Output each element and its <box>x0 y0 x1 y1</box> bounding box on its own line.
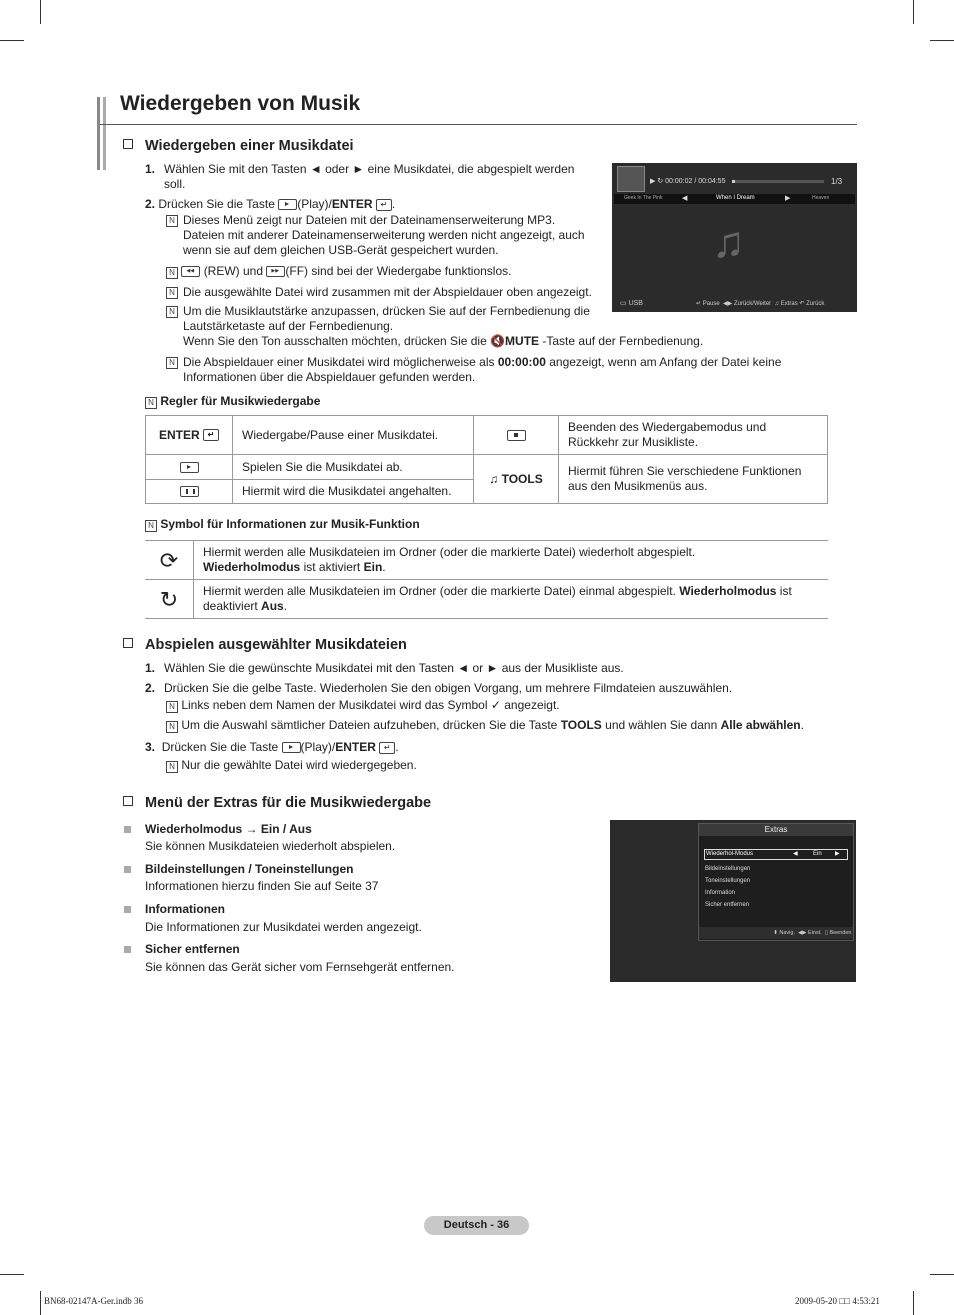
bullet-icon <box>124 906 131 913</box>
step-1: 1. Wählen Sie die gewünschte Musikdatei mit den Tasten ◄ or ► aus der Musikliste aus. <box>145 661 624 675</box>
crop-mark <box>930 40 954 41</box>
enter-description: Wiedergabe/Pause einer Musikdatei. <box>233 416 474 455</box>
enter-icon: ↵ <box>376 199 392 211</box>
stop-description: Beenden des Wiedergabemodus und Rückkehr zur Musikliste. <box>559 416 828 455</box>
note: N Dieses Menü zeigt nur Dateien mit der Dateinamenserweiterung MP3. Dateien mit anderer Dateinamenserweiterung werden nicht angezeigt, auch wenn sie auf dem gleichen USB-Gerät gespeichert wurden. <box>166 213 594 258</box>
music-note-icon: ♫ <box>712 218 745 267</box>
section-heading: Menü der Extras für die Musikwiedergabe <box>123 795 431 811</box>
enter-key-cell: ENTER ↵ <box>146 416 233 455</box>
checkmark-icon: ✓ <box>490 698 501 712</box>
note-icon: N <box>166 306 178 318</box>
step-3: 3. Drücken Sie die Taste (Play)/ENTER ↵ . <box>145 740 399 754</box>
bullet-icon <box>124 866 131 873</box>
bullet-icon <box>124 946 131 953</box>
repeat-off-icon: ↻ <box>145 580 194 619</box>
crop-mark <box>40 0 41 24</box>
note-icon: N <box>145 520 157 532</box>
stop-button-icon <box>507 430 526 441</box>
step-2: 2. Drücken Sie die gelbe Taste. Wiederholen Sie den obigen Vorgang, um mehrere Filmdateien auszuwählen. <box>145 681 733 695</box>
pause-description: Hiermit wird die Musikdatei angehalten. <box>233 480 474 504</box>
note: N Um die Auswahl sämtlicher Dateien aufzuheben, drücken Sie die Taste TOOLS und wählen Sie dann Alle abwählen. <box>166 718 836 733</box>
crop-mark <box>913 0 914 24</box>
note: N Links neben dem Namen der Musikdatei wird das Symbol ✓ angezeigt. <box>166 698 826 713</box>
crop-mark <box>930 1274 954 1275</box>
title-divider <box>100 124 857 125</box>
menu-item-repeat-mode[interactable]: Wiederhol-Modus ◀ Ein ▶ <box>704 849 848 860</box>
list-item: Wiederholmodus → Ein / Aus Sie können Musikdateien wiederholt abspielen. <box>124 822 584 854</box>
crop-mark <box>913 1291 914 1315</box>
note: N ◀◀ (REW) und ▶▶ (FF) sind bei der Wiedergabe funktionslos. <box>166 264 606 279</box>
crop-mark <box>40 1291 41 1315</box>
playback-indicator: ▶ ↻ 00:00:02 / 00:04:55 <box>650 178 726 185</box>
crop-mark <box>0 1274 24 1275</box>
source-label: ▭ USB <box>620 300 643 307</box>
crop-mark <box>0 40 24 41</box>
music-player-screenshot <box>612 163 857 312</box>
note-icon: N <box>166 267 178 279</box>
step-2: 2. Drücken Sie die Taste (Play)/ENTER ↵ . <box>145 197 396 211</box>
progress-bar <box>732 180 824 183</box>
extras-panel <box>698 823 854 941</box>
note-icon: N <box>166 761 178 773</box>
pause-key-cell <box>146 480 233 504</box>
list-item: Sicher entfernen Sie können das Gerät sicher vom Fernsehgerät entfernen. <box>124 942 584 975</box>
repeat-on-icon: ⟳ <box>145 541 194 580</box>
album-art-icon <box>617 166 645 192</box>
note-icon: N <box>166 215 178 227</box>
symbol-table <box>145 540 828 619</box>
repeat-on-description: Hiermit werden alle Musikdateien im Ordner (oder die markierte Datei) wiederholt abgespielt. Wiederholmodus ist aktiviert Ein. <box>194 541 829 580</box>
section-heading: Abspielen ausgewählter Musikdateien <box>123 637 407 653</box>
track-count: 1/3 <box>831 177 843 186</box>
controls-table <box>145 415 828 504</box>
section-heading: Wiedergeben einer Musikdatei <box>123 138 354 154</box>
note: N Die ausgewählte Datei wird zusammen mit der Abspieldauer oben angezeigt. <box>166 285 606 300</box>
screen-help-bar: ↵ Pause ◀▶ Zurück/Weiter ♫ Extras ↶ Zurück <box>696 301 825 307</box>
menu-item[interactable]: Sicher entfernen <box>705 902 750 908</box>
extras-menu-screenshot <box>610 820 856 982</box>
pause-button-icon <box>180 486 199 497</box>
subheading: N Symbol für Informationen zur Musik-Funktion <box>145 517 420 532</box>
imprint-file: BN68-02147A-Ger.indb 36 <box>44 1296 143 1306</box>
tools-description: Hiermit führen Sie verschiedene Funktionen aus den Musikmenüs aus. <box>559 455 828 504</box>
tools-icon: ♫ <box>489 471 499 486</box>
repeat-off-description: Hiermit werden alle Musikdateien im Ordner (oder die markierte Datei) einmal abgespielt. Wiederholmodus ist deaktiviert Aus. <box>194 580 829 619</box>
play-button-icon <box>282 742 301 753</box>
note-icon: N <box>166 357 178 369</box>
note-icon: N <box>166 721 178 733</box>
note-icon: N <box>166 287 178 299</box>
step-1: 1. Wählen Sie mit den Tasten ◄ oder ► eine Musikdatei, die abgespielt werden soll. <box>145 162 575 191</box>
note-icon: N <box>166 701 178 713</box>
menu-list <box>705 863 750 911</box>
extras-help-bar: ⬍ Navig. ◀▶ Einst. ▯ Beenden <box>699 927 853 939</box>
play-button-icon <box>180 462 199 473</box>
imprint-date: 2009-05-20 □□ 4:53:21 <box>795 1296 880 1306</box>
bullet-icon <box>124 826 131 833</box>
tools-key-cell: ♫ TOOLS <box>474 455 559 504</box>
play-description: Spielen Sie die Musikdatei ab. <box>233 455 474 480</box>
rew-button-icon <box>181 266 200 277</box>
note-icon: N <box>145 397 157 409</box>
note: N Um die Musiklautstärke anzupassen, drücken Sie auf der Fernbedienung die Lautstärketaste auf der Fernbedienung. Wenn Sie den Ton ausschalten möchten, drücken Sie die 🔇MUTE -Taste auf der Fernbedienung. <box>166 304 726 349</box>
play-button-icon <box>278 199 297 210</box>
list-item: Bildeinstellungen / Toneinstellungen Informationen hierzu finden Sie auf Seite 37 <box>124 862 584 894</box>
note: N Die Abspieldauer einer Musikdatei wird möglicherweise als 00:00:00 angezeigt, wenn am Anfang der Datei keine Informationen über die Abspieldauer gefunden werden. <box>166 355 806 385</box>
play-key-cell <box>146 455 233 480</box>
menu-item[interactable]: Toneinstellungen <box>705 878 751 884</box>
track-strip: Geek In The Pink ◀ When I Dream ▶ Heaven <box>614 194 855 204</box>
mute-icon: 🔇 <box>490 334 506 348</box>
menu-item[interactable]: Information <box>705 890 736 896</box>
ff-button-icon <box>266 266 285 277</box>
menu-item[interactable]: Bildeinstellungen <box>705 866 751 872</box>
page-number: Deutsch - 36 <box>424 1216 529 1235</box>
extras-panel-title: Extras <box>699 824 853 836</box>
enter-icon: ↵ <box>379 742 395 754</box>
note: N Nur die gewählte Datei wird wiedergegeben. <box>166 758 826 773</box>
stop-key-cell <box>474 416 559 455</box>
list-item: Informationen Die Informationen zur Musikdatei werden angezeigt. <box>124 902 584 935</box>
enter-icon: ↵ <box>203 429 219 441</box>
page-title: Wiedergeben von Musik <box>120 92 361 115</box>
subheading: N Regler für Musikwiedergabe <box>145 394 320 409</box>
